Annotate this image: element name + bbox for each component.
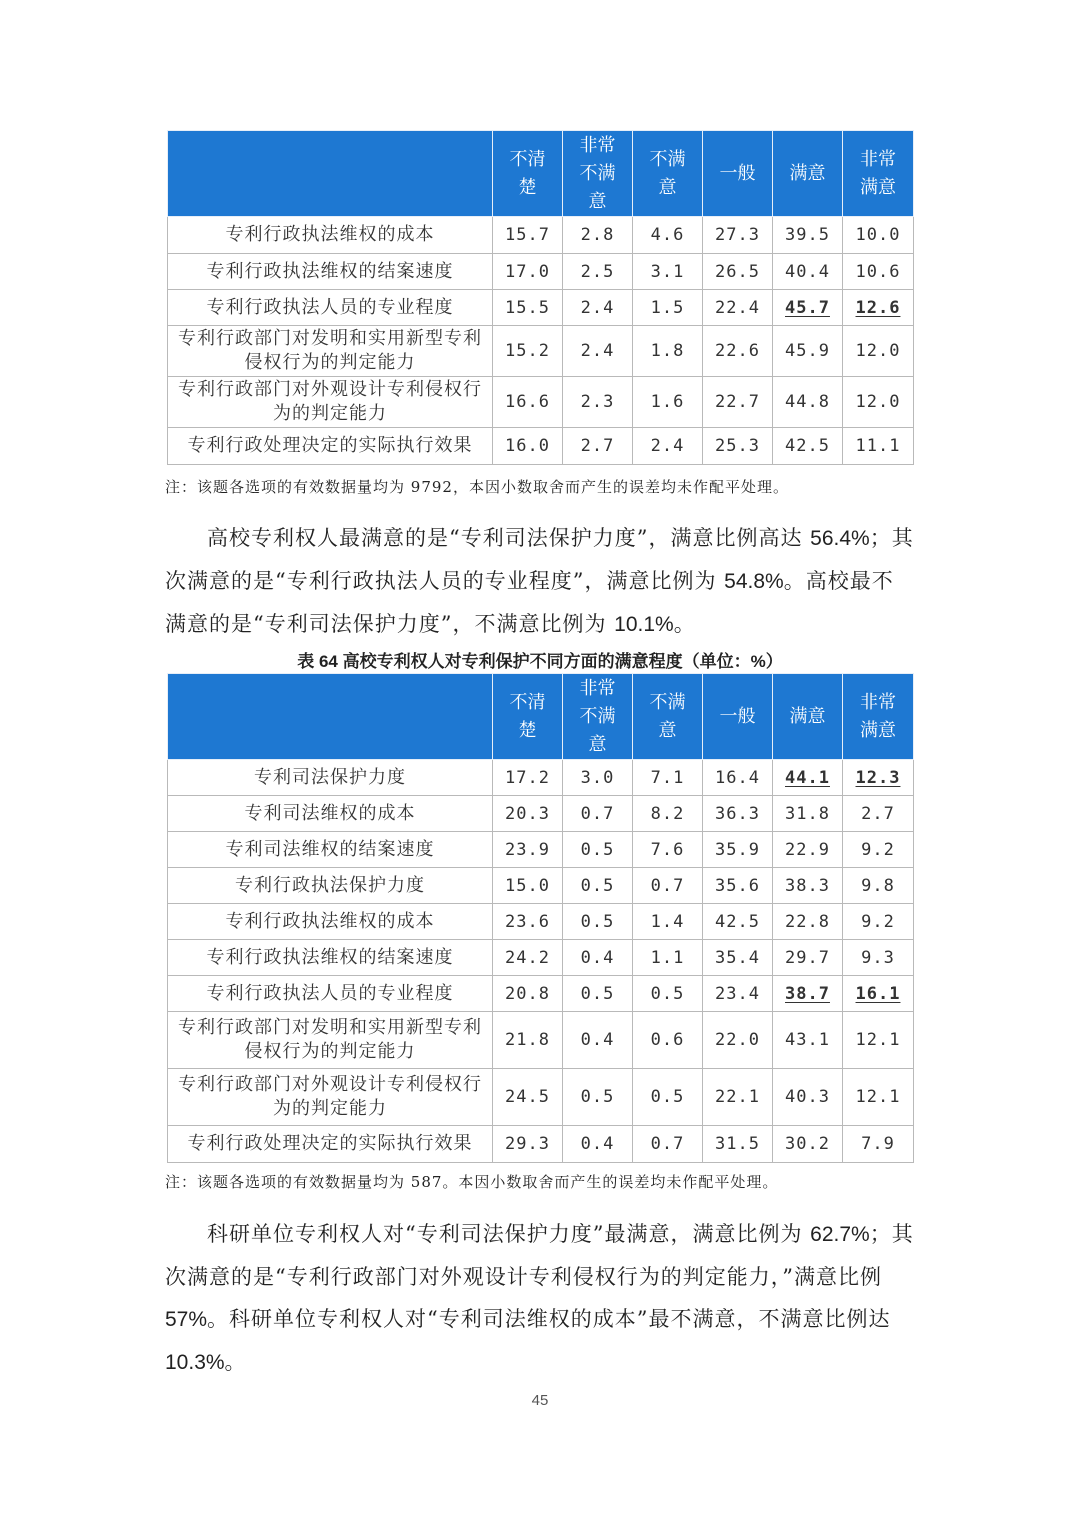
table-row	[168, 254, 914, 290]
cell: 23.9	[493, 832, 563, 868]
cell: 0.5	[563, 832, 633, 868]
cell: 17.0	[493, 254, 563, 290]
cell-highlight: 45.7	[773, 290, 843, 326]
cell: 0.4	[563, 1012, 633, 1069]
cell: 0.7	[563, 796, 633, 832]
header-very-satisfied: 非常 满意	[843, 131, 914, 217]
cell: 16.4	[703, 760, 773, 796]
cell: 1.6	[633, 377, 703, 428]
cell: 1.5	[633, 290, 703, 326]
cell: 16.0	[493, 428, 563, 465]
table-row	[168, 428, 914, 465]
cell: 2.7	[563, 428, 633, 465]
row-label: 专利行政执法维权的结案速度	[168, 940, 493, 976]
paragraph-1-number: 56.4%	[810, 527, 870, 550]
header-satisfied: 满意	[773, 674, 843, 760]
row-label: 专利司法维权的成本	[168, 796, 493, 832]
table-row	[168, 796, 914, 832]
cell: 10.0	[843, 217, 914, 254]
cell: 15.7	[493, 217, 563, 254]
table-row	[168, 976, 914, 1012]
table-row	[168, 1012, 914, 1069]
row-label: 专利行政部门对发明和实用新型专利侵权行为的判定能力	[168, 1012, 493, 1069]
paragraph-2-text: ；其次满意的是“专利行政部门对外观设计专利侵权行为的判定能力，”满意比例	[165, 1222, 914, 1289]
cell: 12.1	[843, 1012, 914, 1069]
cell: 2.7	[843, 796, 914, 832]
cell: 12.0	[843, 326, 914, 377]
cell: 27.3	[703, 217, 773, 254]
row-label: 专利行政处理决定的实际执行效果	[168, 1126, 493, 1163]
cell: 43.1	[773, 1012, 843, 1069]
table-header-row	[168, 674, 914, 760]
cell: 44.8	[773, 377, 843, 428]
cell: 31.5	[703, 1126, 773, 1163]
cell: 36.3	[703, 796, 773, 832]
paragraph-2	[165, 1213, 915, 1384]
table-row	[168, 832, 914, 868]
cell: 0.5	[563, 976, 633, 1012]
cell: 11.1	[843, 428, 914, 465]
cell: 31.8	[773, 796, 843, 832]
cell: 0.4	[563, 1126, 633, 1163]
row-label: 专利行政执法人员的专业程度	[168, 976, 493, 1012]
row-label: 专利行政部门对外观设计专利侵权行为的判定能力	[168, 377, 493, 428]
cell: 0.4	[563, 940, 633, 976]
page-number: 45	[531, 1392, 549, 1409]
table-row	[168, 377, 914, 428]
cell: 22.7	[703, 377, 773, 428]
cell: 29.7	[773, 940, 843, 976]
cell: 25.3	[703, 428, 773, 465]
cell: 8.2	[633, 796, 703, 832]
cell: 22.8	[773, 904, 843, 940]
cell: 24.2	[493, 940, 563, 976]
cell-highlight: 16.1	[843, 976, 914, 1012]
cell: 15.5	[493, 290, 563, 326]
header-dissatisfied: 不满 意	[633, 674, 703, 760]
table-2-caption: 表 64 高校专利权人对专利保护不同方面的满意程度（单位：%）	[297, 652, 783, 671]
cell: 15.2	[493, 326, 563, 377]
cell: 0.6	[633, 1012, 703, 1069]
cell: 0.7	[633, 1126, 703, 1163]
cell: 3.1	[633, 254, 703, 290]
cell: 10.6	[843, 254, 914, 290]
cell: 12.1	[843, 1069, 914, 1126]
header-unclear: 不清 楚	[493, 674, 563, 760]
cell: 22.0	[703, 1012, 773, 1069]
row-label: 专利行政执法维权的成本	[168, 904, 493, 940]
table-row	[168, 1126, 914, 1163]
cell: 9.3	[843, 940, 914, 976]
cell: 39.5	[773, 217, 843, 254]
cell: 40.3	[773, 1069, 843, 1126]
cell: 22.9	[773, 832, 843, 868]
cell-highlight: 12.6	[843, 290, 914, 326]
cell: 9.2	[843, 832, 914, 868]
cell: 0.7	[633, 868, 703, 904]
cell: 20.8	[493, 976, 563, 1012]
cell: 29.3	[493, 1126, 563, 1163]
cell: 23.6	[493, 904, 563, 940]
cell: 2.3	[563, 377, 633, 428]
paragraph-1-text: ；其次满意的是“专利行政执法人员的专业程度”，满意比例为	[165, 526, 914, 593]
header-very-dissatisfied: 非常 不满 意	[563, 674, 633, 760]
cell: 26.5	[703, 254, 773, 290]
header-neutral: 一般	[703, 674, 773, 760]
header-unclear: 不清 楚	[493, 131, 563, 217]
paragraph-1-text: 高校专利权人最满意的是“专利司法保护力度”，满意比例高达	[207, 526, 811, 550]
row-label: 专利行政处理决定的实际执行效果	[168, 428, 493, 465]
cell: 4.6	[633, 217, 703, 254]
table-row	[168, 217, 914, 254]
header-very-dissatisfied: 非常 不满 意	[563, 131, 633, 217]
cell: 9.8	[843, 868, 914, 904]
cell: 45.9	[773, 326, 843, 377]
cell: 7.9	[843, 1126, 914, 1163]
paragraph-1-number: 10.1%	[614, 613, 674, 636]
cell: 1.1	[633, 940, 703, 976]
paragraph-1-text: 。	[673, 612, 696, 636]
header-empty	[168, 131, 493, 217]
cell: 21.8	[493, 1012, 563, 1069]
cell-highlight: 12.3	[843, 760, 914, 796]
cell: 3.0	[563, 760, 633, 796]
cell: 35.4	[703, 940, 773, 976]
cell-highlight: 38.7	[773, 976, 843, 1012]
cell: 0.5	[633, 976, 703, 1012]
cell: 35.9	[703, 832, 773, 868]
cell: 0.5	[633, 1069, 703, 1126]
cell: 38.3	[773, 868, 843, 904]
cell: 24.5	[493, 1069, 563, 1126]
cell: 23.4	[703, 976, 773, 1012]
cell: 42.5	[773, 428, 843, 465]
table-header-row	[168, 131, 914, 217]
cell: 7.1	[633, 760, 703, 796]
row-label: 专利行政部门对发明和实用新型专利侵权行为的判定能力	[168, 326, 493, 377]
cell: 7.6	[633, 832, 703, 868]
cell: 22.4	[703, 290, 773, 326]
table-row	[168, 904, 914, 940]
cell: 35.6	[703, 868, 773, 904]
paragraph-2-text: 。科研单位专利权人对“专利司法维权的成本”最不满意，不满意比例达	[207, 1307, 891, 1331]
cell: 12.0	[843, 377, 914, 428]
cell: 22.1	[703, 1069, 773, 1126]
table-1	[167, 130, 914, 465]
cell: 17.2	[493, 760, 563, 796]
table-row	[168, 290, 914, 326]
row-label: 专利行政执法保护力度	[168, 868, 493, 904]
paragraph-2-number: 62.7%	[810, 1223, 870, 1246]
cell: 30.2	[773, 1126, 843, 1163]
cell: 1.4	[633, 904, 703, 940]
row-label: 专利行政执法人员的专业程度	[168, 290, 493, 326]
row-label: 专利行政部门对外观设计专利侵权行为的判定能力	[168, 1069, 493, 1126]
cell: 40.4	[773, 254, 843, 290]
cell: 42.5	[703, 904, 773, 940]
table-row	[168, 868, 914, 904]
row-label: 专利行政执法维权的结案速度	[168, 254, 493, 290]
row-label: 专利司法维权的结案速度	[168, 832, 493, 868]
cell: 16.6	[493, 377, 563, 428]
table-row	[168, 760, 914, 796]
table-2-note: 注：该题各选项的有效数据量均为 587。本因小数取舍而产生的误差均未作配平处理。	[165, 1173, 779, 1191]
cell: 15.0	[493, 868, 563, 904]
cell: 2.5	[563, 254, 633, 290]
table-row	[168, 1069, 914, 1126]
paragraph-1	[165, 517, 915, 646]
paragraph-2-text: 。	[224, 1350, 247, 1374]
table-row	[168, 940, 914, 976]
cell: 22.6	[703, 326, 773, 377]
paragraph-1-text: 。高校最不满意的是“专利司法保护力度”，不满意比例为	[165, 569, 894, 636]
header-satisfied: 满意	[773, 131, 843, 217]
cell: 2.4	[633, 428, 703, 465]
header-very-satisfied: 非常 满意	[843, 674, 914, 760]
cell: 20.3	[493, 796, 563, 832]
header-neutral: 一般	[703, 131, 773, 217]
row-label: 专利司法保护力度	[168, 760, 493, 796]
table-1-note: 注：该题各选项的有效数据量均为 9792，本因小数取舍而产生的误差均未作配平处理。	[165, 478, 789, 496]
table-2	[167, 673, 914, 1163]
cell: 2.4	[563, 326, 633, 377]
cell: 0.5	[563, 904, 633, 940]
cell: 2.8	[563, 217, 633, 254]
cell-highlight: 44.1	[773, 760, 843, 796]
cell: 9.2	[843, 904, 914, 940]
cell: 2.4	[563, 290, 633, 326]
paragraph-1-number: 54.8%	[724, 570, 784, 593]
paragraph-2-text: 科研单位专利权人对“专利司法保护力度”最满意，满意比例为	[207, 1222, 811, 1246]
row-label: 专利行政执法维权的成本	[168, 217, 493, 254]
header-empty	[168, 674, 493, 760]
cell: 0.5	[563, 1069, 633, 1126]
cell: 1.8	[633, 326, 703, 377]
cell: 0.5	[563, 868, 633, 904]
header-dissatisfied: 不满 意	[633, 131, 703, 217]
paragraph-2-number: 57%	[165, 1308, 208, 1331]
paragraph-2-number: 10.3%	[165, 1351, 225, 1374]
table-row	[168, 326, 914, 377]
